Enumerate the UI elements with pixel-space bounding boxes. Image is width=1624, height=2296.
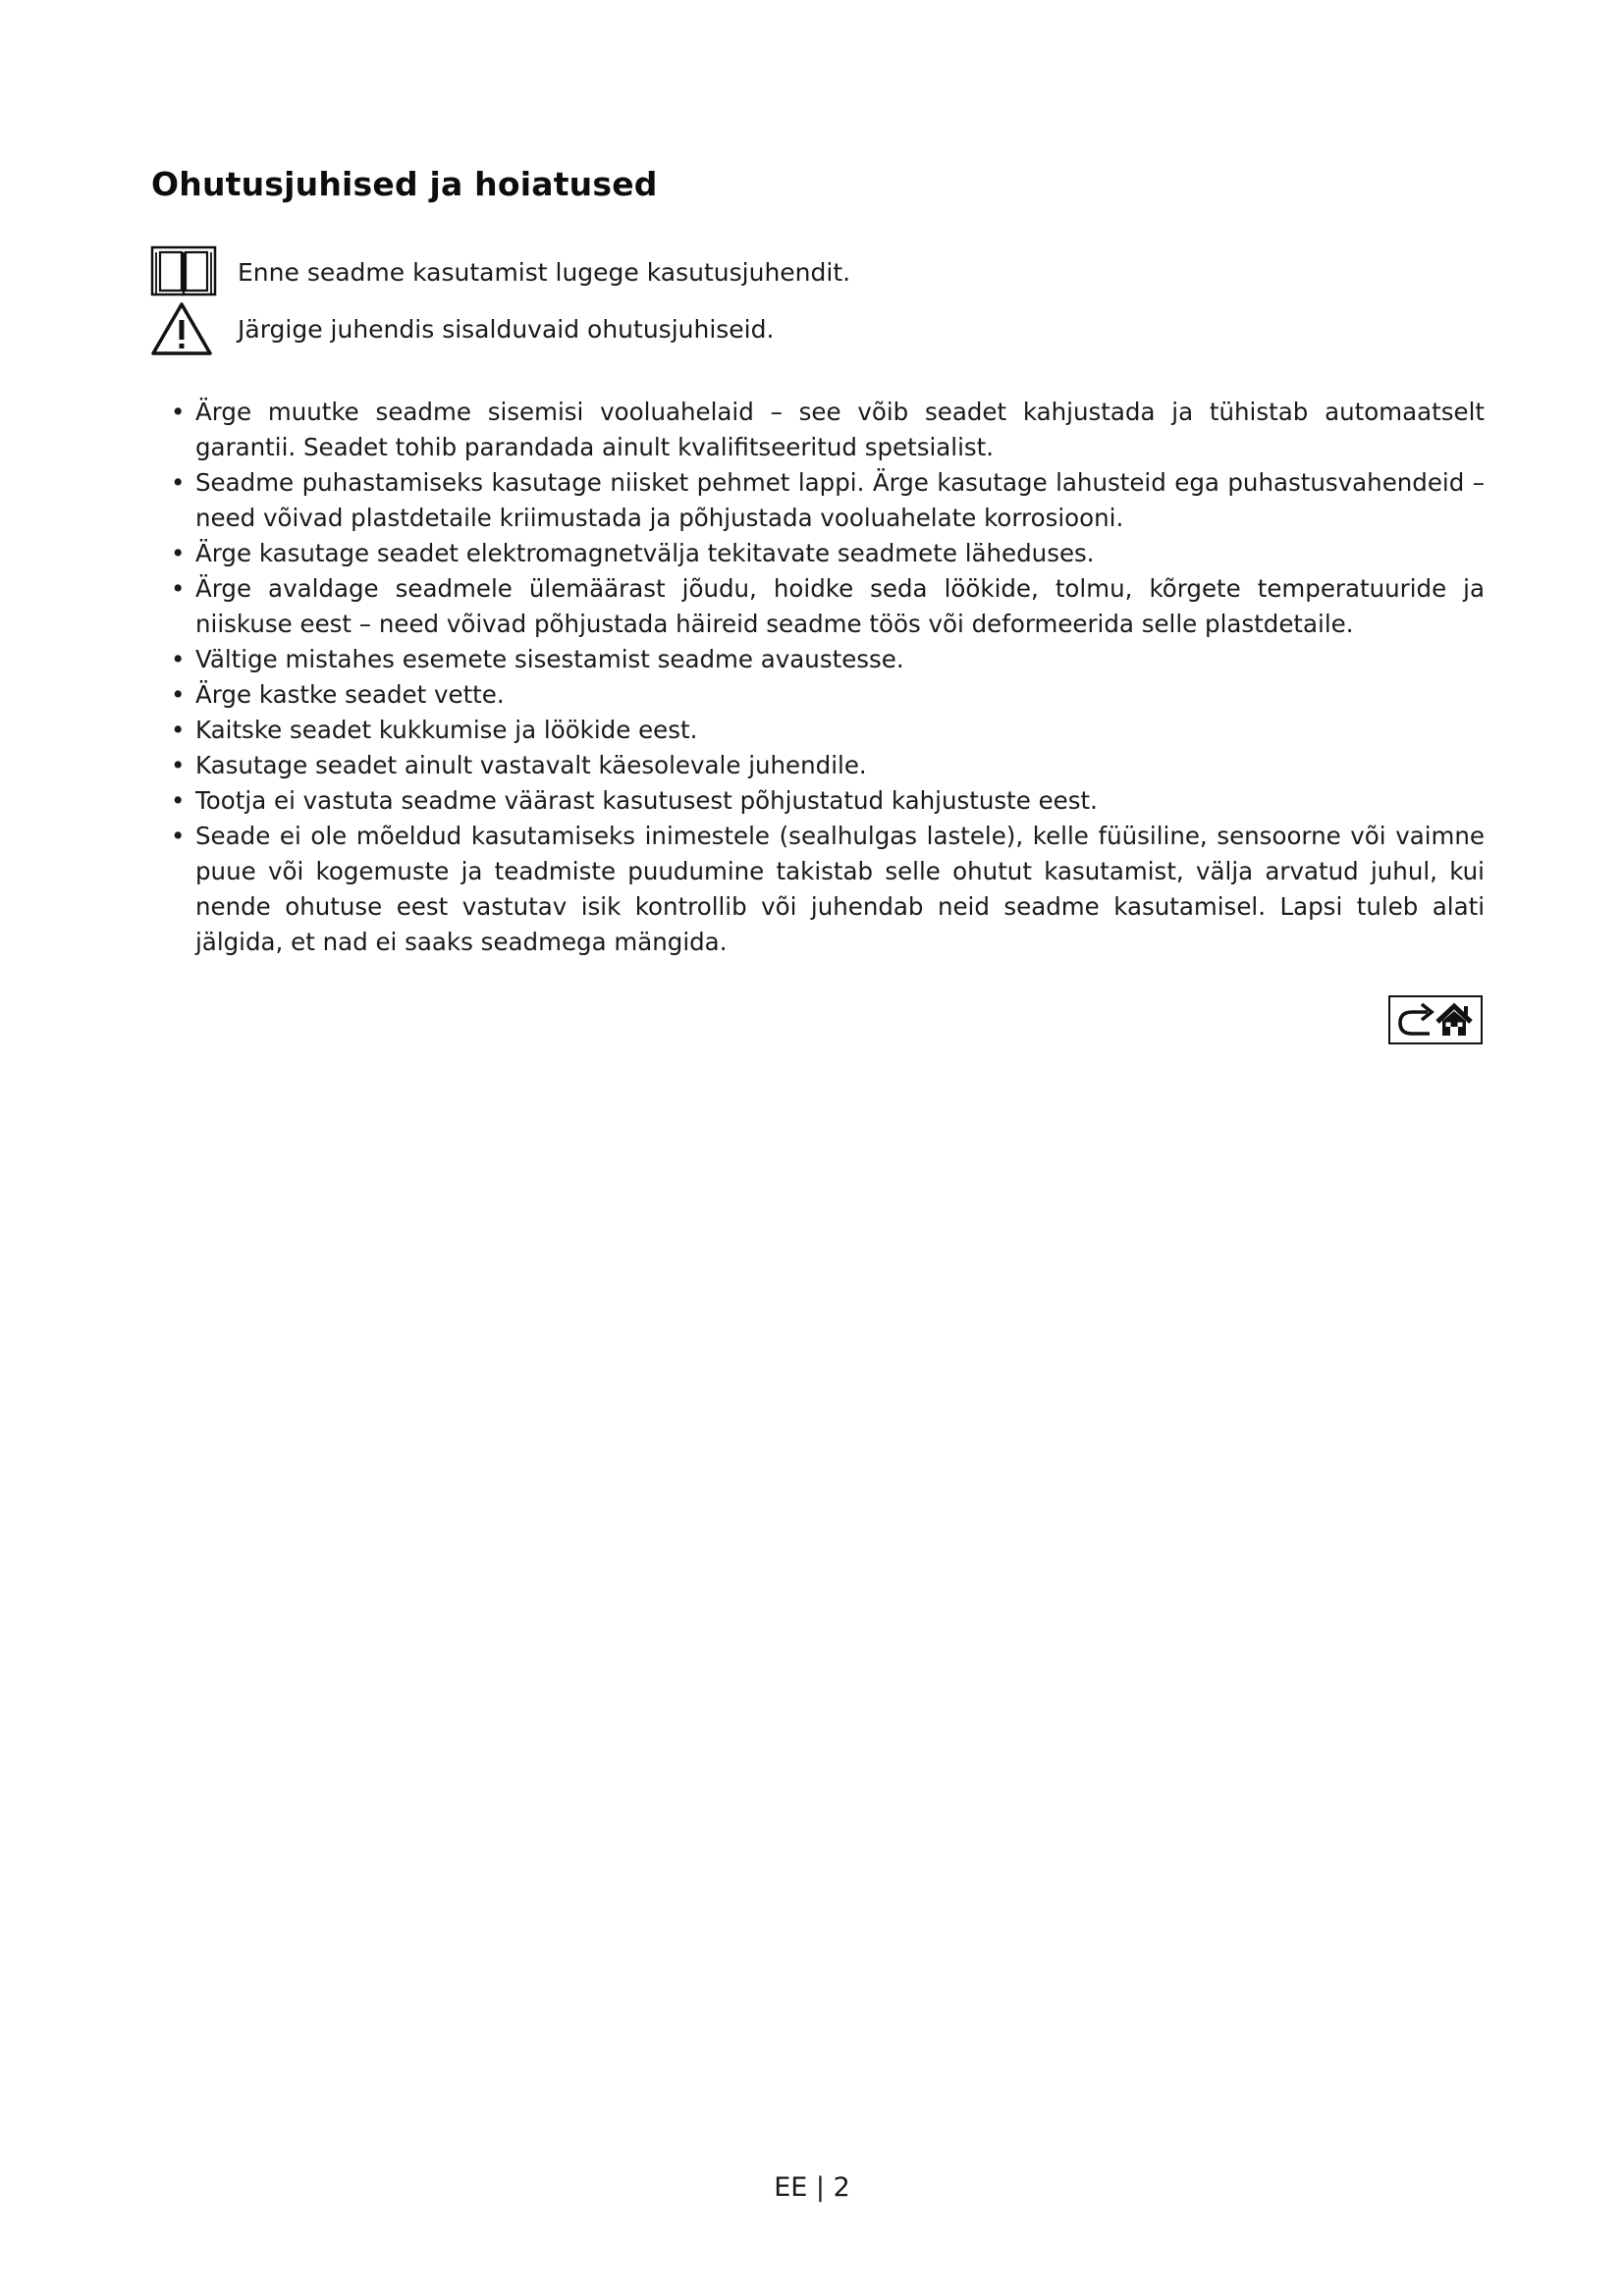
follow-instructions-text: Järgige juhendis sisalduvaid ohutusjuhiseid. xyxy=(238,314,775,344)
list-item: • Kasutage seadet ainult vastavalt käesolevale juhendile. xyxy=(169,748,1485,783)
list-item: • Vältige mistahes esemete sisestamist seadme avaustesse. xyxy=(169,642,1485,677)
list-item: • Ärge muutke seadme sisemisi vooluahelaid – see võib seadet kahjustada ja tühistab automaatselt garantii. Seadet tohib parandada ainult kvalifitseeritud spetsialist. xyxy=(169,395,1485,465)
read-manual-text: Enne seadme kasutamist lugege kasutusjuhendit. xyxy=(238,257,851,287)
return-home-button[interactable] xyxy=(1388,995,1483,1044)
list-item: • Kaitske seadet kukkumise ja löökide eest. xyxy=(169,713,1485,748)
page-title: Ohutusjuhised ja hoiatused xyxy=(151,165,658,203)
list-item: • Seadme puhastamiseks kasutage niisket pehmet lappi. Ärge kasutage lahusteid ega puhastusvahendeid – need võivad plastdetaile kriimustada ja põhjustada vooluahelate korrosiooni. xyxy=(169,465,1485,536)
open-book-icon xyxy=(149,242,218,301)
safety-instructions-list xyxy=(169,395,1485,960)
list-item: • Ärge avaldage seadmele ülemäärast jõudu, hoidke seda löökide, tolmu, kõrgete temperatuuride ja niiskuse eest – need võivad põhjustada häireid seadme töös või deformeerida selle plastdetaile. xyxy=(169,571,1485,642)
list-item: • Ärge kastke seadet vette. xyxy=(169,677,1485,713)
return-home-icon xyxy=(1394,1000,1477,1040)
warning-triangle-icon xyxy=(149,299,218,358)
list-item: • Ärge kasutage seadet elektromagnetvälja tekitavate seadmete läheduses. xyxy=(169,536,1485,571)
read-manual-notice xyxy=(149,242,850,301)
page-number: EE | 2 xyxy=(774,2172,850,2203)
list-item: • Tootja ei vastuta seadme väärast kasutusest põhjustatud kahjustuste eest. xyxy=(169,783,1485,819)
list-item: • Seade ei ole mõeldud kasutamiseks inimestele (sealhulgas lastele), kelle füüsiline, sensoorne või vaimne puue või kogemuste ja teadmiste puudumine takistab selle ohutut kasutamist, välja arvatud juhul, kui nende ohutuse eest vastutav isik kontrollib või juhendab neid seadme kasutamisel. Lapsi tuleb alati jälgida, et nad ei saaks seadmega mängida. xyxy=(169,819,1485,960)
follow-instructions-notice xyxy=(149,299,774,358)
